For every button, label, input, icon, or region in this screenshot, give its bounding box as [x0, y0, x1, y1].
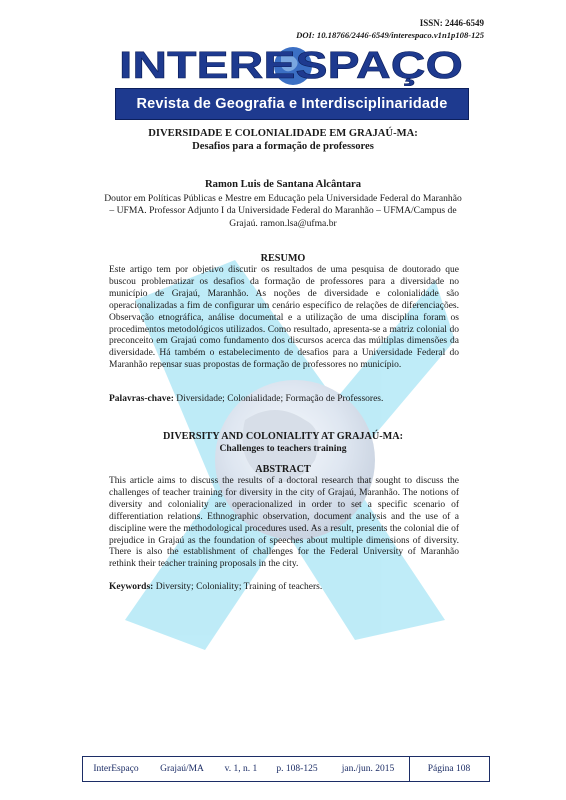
abstract-text: This article aims to discuss the results of a doctoral research that sought to discuss the challenges of teacher training for diversity in the city of Grajaú, Maranhão. The notions of diversity and coloniality are operacionalized in order to set a specific scenario of differentiation relations. Ethnographic observation, document analysis and the use of a discipline were the methodological procedures used. As a result, presents the colonial die of prejudice in Grajaú as the foundation of speeches about multiple dimensions of diversity. There is also the establishment of challenges for the Federal University of Maranhão rethink their teacher training proposals in the city.: [109, 476, 459, 570]
article-subtitle-en: Challenges to teachers training: [219, 443, 347, 454]
resumo-text: Este artigo tem por objetivo discutir os resultados de uma pesquisa de doutorado que buscou problematizar os desafios da formação de professores para a diversidade no município de Grajaú, Maranhão. As noções de diversidade e colonialidade são operacionalizadas a fim de configurar um cenário específico de relações de diferenciações. Observação etnográfica, análise documental e a utilização de uma disciplina foram os procedimentos metodológicos utilizados. Como resultado, apresenta-se a matriz colonial do preconceito em Grajaú como fundamento dos discursos acerca das múltiplas dimensões da diversidade. Há também o estabelecimento de desafios para a Universidade Federal do Maranhão repensar suas propostas de formação de professores no município.: [109, 265, 459, 371]
footer-volume: v. 1, n. 1: [224, 764, 258, 774]
author-name: Ramon Luis de Santana Alcântara: [205, 179, 361, 190]
logo-wordmark: [115, 42, 467, 86]
article-title-pt: DIVERSIDADE E COLONIALIDADE EM GRAJAÚ-MA:: [148, 128, 418, 139]
article-subtitle-pt: Desafios para a formação de professores: [192, 141, 374, 152]
page-footer: [82, 756, 490, 782]
author-affiliation: Doutor em Políticas Públicas e Mestre em Educação pela Universidade Federal do Maranhão – UFMA. Professor Adjunto I da Universidade Federal do Maranhão – UFMA/Campus de Grajaú. ramon.lsa@ufma.br: [104, 193, 462, 229]
footer-place: Grajaú/MA: [160, 764, 204, 774]
keywords: [109, 582, 459, 592]
palavras-chave-label: Palavras-chave:: [109, 394, 174, 404]
keywords-values: Diversity; Coloniality; Training of teachers.: [155, 582, 323, 592]
keywords-label: Keywords:: [109, 582, 154, 592]
issn: ISSN: 2446-6549: [419, 18, 484, 28]
palavras-chave: [109, 394, 459, 404]
journal-logo: [115, 42, 467, 124]
logo-subtitle: Revista de Geografia e Interdisciplinaridade: [115, 88, 469, 120]
logo-title-text: INTERESPAÇO: [119, 45, 463, 86]
palavras-chave-values: Diversidade; Colonialidade; Formação de Professores.: [176, 394, 384, 404]
footer-page-number: Página 108: [409, 757, 488, 781]
abstract-heading: ABSTRACT: [255, 464, 311, 475]
doi: DOI: 10.18766/2446-6549/interespaco.v1n1p108-125: [296, 30, 484, 40]
resumo-heading: RESUMO: [260, 253, 306, 264]
footer-pages: p. 108-125: [276, 764, 318, 774]
article-title-en: DIVERSITY AND COLONIALITY AT GRAJAÚ-MA:: [163, 431, 403, 442]
footer-journal: InterEspaço: [93, 764, 139, 774]
footer-date: jan./jun. 2015: [341, 764, 395, 774]
